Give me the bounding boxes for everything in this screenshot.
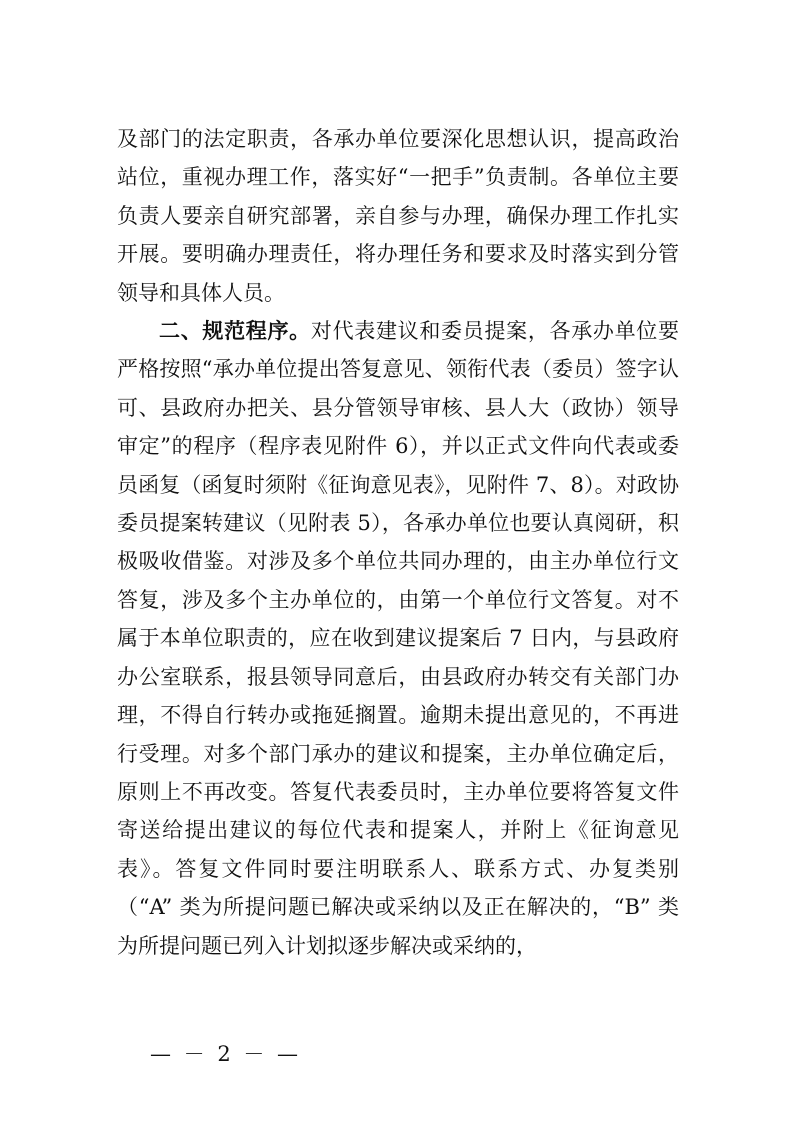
- page-number: — － 2 － —: [150, 1042, 302, 1066]
- paragraph-text: 对代表建议和委员提案，各承办单位要严格按照“承办单位提出答复意见、领衔代表（委员）签字认可、县政府办把关、县分管领导审核、县人大（政协）领导审定”的程序（程序表见附件 6），并以正式文件向代表或委员函复（函复时须附《征询意见表》，见附件 7、8）。对政协委员提案转建议（见附表 5），各承办单位也要认真阅研，积极吸收借鉴。对涉及多个单位共同办理的，由主办单位行文答复，涉及多个主办单位的，由第一个单位行文答复。对不属于本单位职责的，应在收到建议提案后 7 日内，与县政府办公室联系，报县领导同意后，由县政府办转交有关部门办理，不得自行转办或拖延搁置。逾期未提出意见的，不再进行受理。对多个部门承办的建议和提案，主办单位确定后，原则上不再改变。答复代表委员时，主办单位要将答复文件寄送给提出建议的每位代表和提案人，并附上《征询意见表》。答复文件同时要注明联系人、联系方式、办复类别（“A” 类为所提问题已解决或采纳以及正在解决的，“B” 类为所提问题已列入计划拟逐步解决或采纳的，: [117, 319, 680, 958]
- paragraph-section-two: [117, 312, 679, 965]
- body-text: [117, 120, 679, 965]
- section-heading: 二、规范程序。: [159, 318, 311, 344]
- paragraph-text: 及部门的法定职责，各承办单位要深化思想认识，提高政治站位，重视办理工作，落实好“一把手”负责制。各单位主要负责人要亲自研究部署，亲自参与办理，确保办理工作扎实开展。要明确办理责任，将办理任务和要求及时落实到分管领导和具体人员。: [117, 127, 679, 305]
- paragraph-continuation: [117, 120, 679, 312]
